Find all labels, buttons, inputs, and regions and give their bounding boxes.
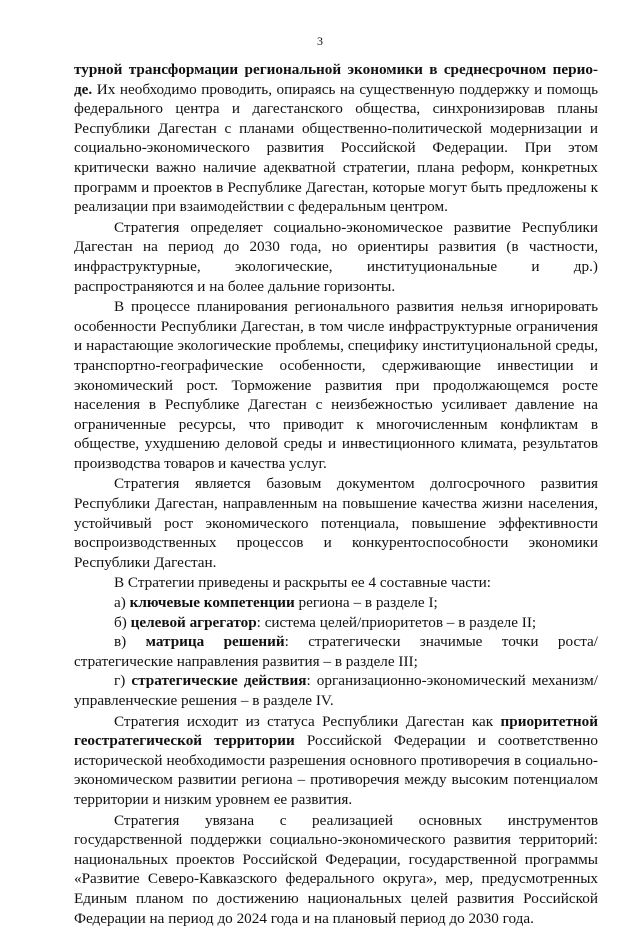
list-item-bold: ключевые компетенции bbox=[129, 594, 295, 612]
paragraph-1 bbox=[74, 60, 598, 217]
bold-phrase: турной трансформации региональной экономики в среднесрочном перио-де. bbox=[74, 61, 598, 98]
list-item-bold: матрица решений bbox=[145, 633, 285, 651]
bold-phrase: приоритетной геостратегической территории bbox=[74, 712, 598, 750]
paragraph-4: Стратегия является базовым документом долгосрочного развития Республики Дагестан, направленным на повышение качества жизни населения, устойчивый рост экономического потенциала, повышение эффективности воспроизводственных процессов и конкурентоспособности экономики Республики Дагестан. bbox=[74, 475, 598, 571]
body-text bbox=[74, 60, 598, 928]
list-item-bold: стратегические действия bbox=[131, 672, 307, 690]
paragraph-5: В Стратегии приведены и раскрыты ее 4 составные части: bbox=[114, 574, 491, 592]
list-item-d: г) стратегические действия: организационно-экономический механизм/управленческие решения – в разделе IV. bbox=[74, 672, 599, 709]
list-item-c: в) матрица решений: стратегически значимые точки роста/стратегические направления развития – в разделе III; bbox=[74, 633, 598, 670]
paragraph-2: Стратегия определяет социально-экономическое развитие Республики Дагестан на период до 2030 года, но ориентиры развития (в частности, инфраструктурные, экологические, институциональные и др.) распространяются и на более дальние горизонты. bbox=[74, 218, 598, 295]
paragraph-text: Их необходимо проводить, опираясь на существенную поддержку и помощь федерального центра и дагестанского общества, синхронизировав планы Республики Дагестан с планами общественно-политической модернизации и социально-экономического развития Российской Федерации. При этом критически важно наличие адекватной стратегии, плана реформ, конкретных программ и проектов в Республике Дагестан, которые могут быть предложены к реализации при взаимодействии с федеральным центром. bbox=[74, 80, 598, 216]
list-item-b: б) целевой агрегатор: система целей/приоритетов – в разделе II; bbox=[114, 613, 537, 631]
page-number: 3 bbox=[317, 34, 323, 48]
paragraph-7: Стратегия увязана с реализацией основных инструментов государственной поддержки социально-экономического развития территорий: национальных проектов Российской Федерации, государственной программы «Развитие Северо-Кавказского федерального округа», мер, предусмотренных Единым планом по достижению национальных целей развития Российской Федерации на период до 2024 года и на плановый период до 2030 года. bbox=[74, 811, 598, 927]
list-item-bold: целевой агрегатор bbox=[130, 613, 257, 631]
list-item-a: а) ключевые компетенции региона – в разделе I; bbox=[114, 594, 438, 612]
paragraph-6: Стратегия исходит из статуса Республики Дагестан как приоритетной геостратегической территории Российской Федерации и соответственно исторической необходимости разрешения основного противоречия в социально-экономическом развитии региона – противоречия между высоким потенциалом территории и низким уровнем ее развития. bbox=[74, 712, 598, 808]
paragraph-3: В процессе планирования регионального развития нельзя игнорировать особенности Республики Дагестан, в том числе инфраструктурные ограничения и нарастающие экологические проблемы, специфику институциональной среды, транспортно-географические особенности, сдерживающие инвестиции и экономический рост. Торможение развития при продолжающемся росте населения в Республике Дагестан с неизбежностью усиливает давление на ограниченные ресурсы, что приводит к многочисленным конфликтам в обществе, ухудшению деловой среды и инвестиционного климата, результатов производства товаров и качества услуг. bbox=[74, 298, 598, 472]
